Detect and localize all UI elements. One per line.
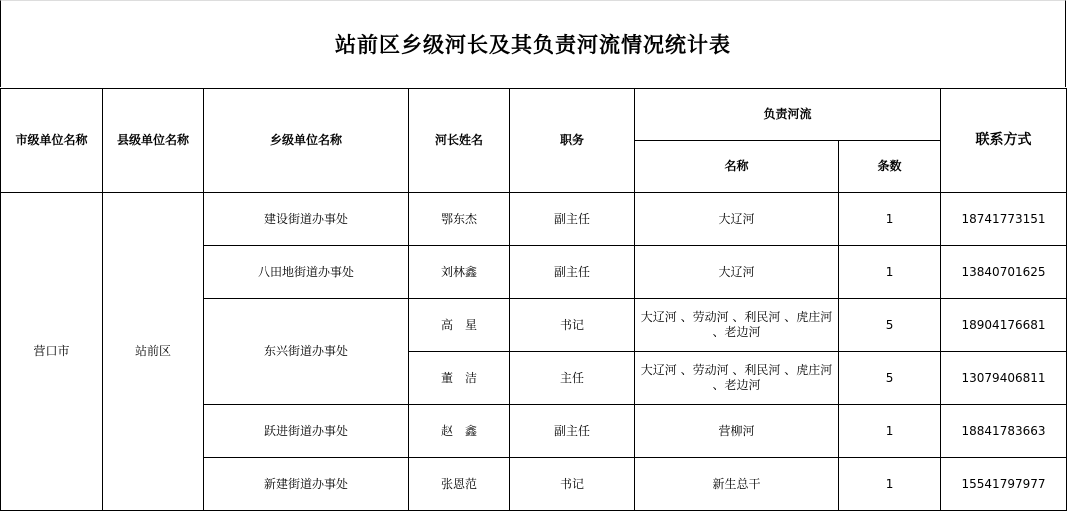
cell-chief: 董 洁	[409, 352, 510, 405]
cell-position: 副主任	[510, 193, 635, 246]
table-row	[1, 193, 1067, 246]
header-chief: 河长姓名	[409, 89, 510, 193]
cell-count: 1	[839, 193, 941, 246]
cell-count: 1	[839, 458, 941, 511]
cell-rivers: 新生总干	[635, 458, 839, 511]
header-river-name: 名称	[635, 141, 839, 193]
cell-rivers: 大辽河 、劳动河 、利民河 、虎庄河 、老边河	[635, 299, 839, 352]
river-chief-table	[0, 88, 1067, 511]
cell-rivers: 大辽河	[635, 246, 839, 299]
page-title: 站前区乡级河长及其负责河流情况统计表	[0, 0, 1066, 87]
cell-rivers: 营柳河	[635, 405, 839, 458]
cell-phone: 18841783663	[941, 405, 1067, 458]
cell-count: 1	[839, 405, 941, 458]
cell-township: 跃进街道办事处	[204, 405, 409, 458]
cell-township: 八田地街道办事处	[204, 246, 409, 299]
header-contact: 联系方式	[941, 89, 1067, 193]
header-river-count: 条数	[839, 141, 941, 193]
cell-position: 书记	[510, 458, 635, 511]
cell-rivers: 大辽河 、劳动河 、利民河 、虎庄河 、老边河	[635, 352, 839, 405]
cell-phone: 18904176681	[941, 299, 1067, 352]
cell-count: 5	[839, 299, 941, 352]
cell-chief: 高 星	[409, 299, 510, 352]
cell-rivers: 大辽河	[635, 193, 839, 246]
header-county: 县级单位名称	[103, 89, 204, 193]
cell-phone: 18741773151	[941, 193, 1067, 246]
header-position: 职务	[510, 89, 635, 193]
cell-county: 站前区	[103, 193, 204, 511]
cell-count: 5	[839, 352, 941, 405]
cell-township: 新建街道办事处	[204, 458, 409, 511]
cell-count: 1	[839, 246, 941, 299]
header-township: 乡级单位名称	[204, 89, 409, 193]
cell-position: 主任	[510, 352, 635, 405]
cell-chief: 张恩范	[409, 458, 510, 511]
cell-township: 建设街道办事处	[204, 193, 409, 246]
cell-position: 副主任	[510, 246, 635, 299]
header-rivers-group: 负责河流	[635, 89, 941, 141]
cell-position: 副主任	[510, 405, 635, 458]
cell-phone: 13840701625	[941, 246, 1067, 299]
cell-chief: 刘林鑫	[409, 246, 510, 299]
cell-city: 营口市	[1, 193, 103, 511]
cell-position: 书记	[510, 299, 635, 352]
cell-township: 东兴街道办事处	[204, 299, 409, 405]
cell-phone: 13079406811	[941, 352, 1067, 405]
cell-chief: 赵 鑫	[409, 405, 510, 458]
cell-phone: 15541797977	[941, 458, 1067, 511]
header-city: 市级单位名称	[1, 89, 103, 193]
cell-chief: 鄂东杰	[409, 193, 510, 246]
